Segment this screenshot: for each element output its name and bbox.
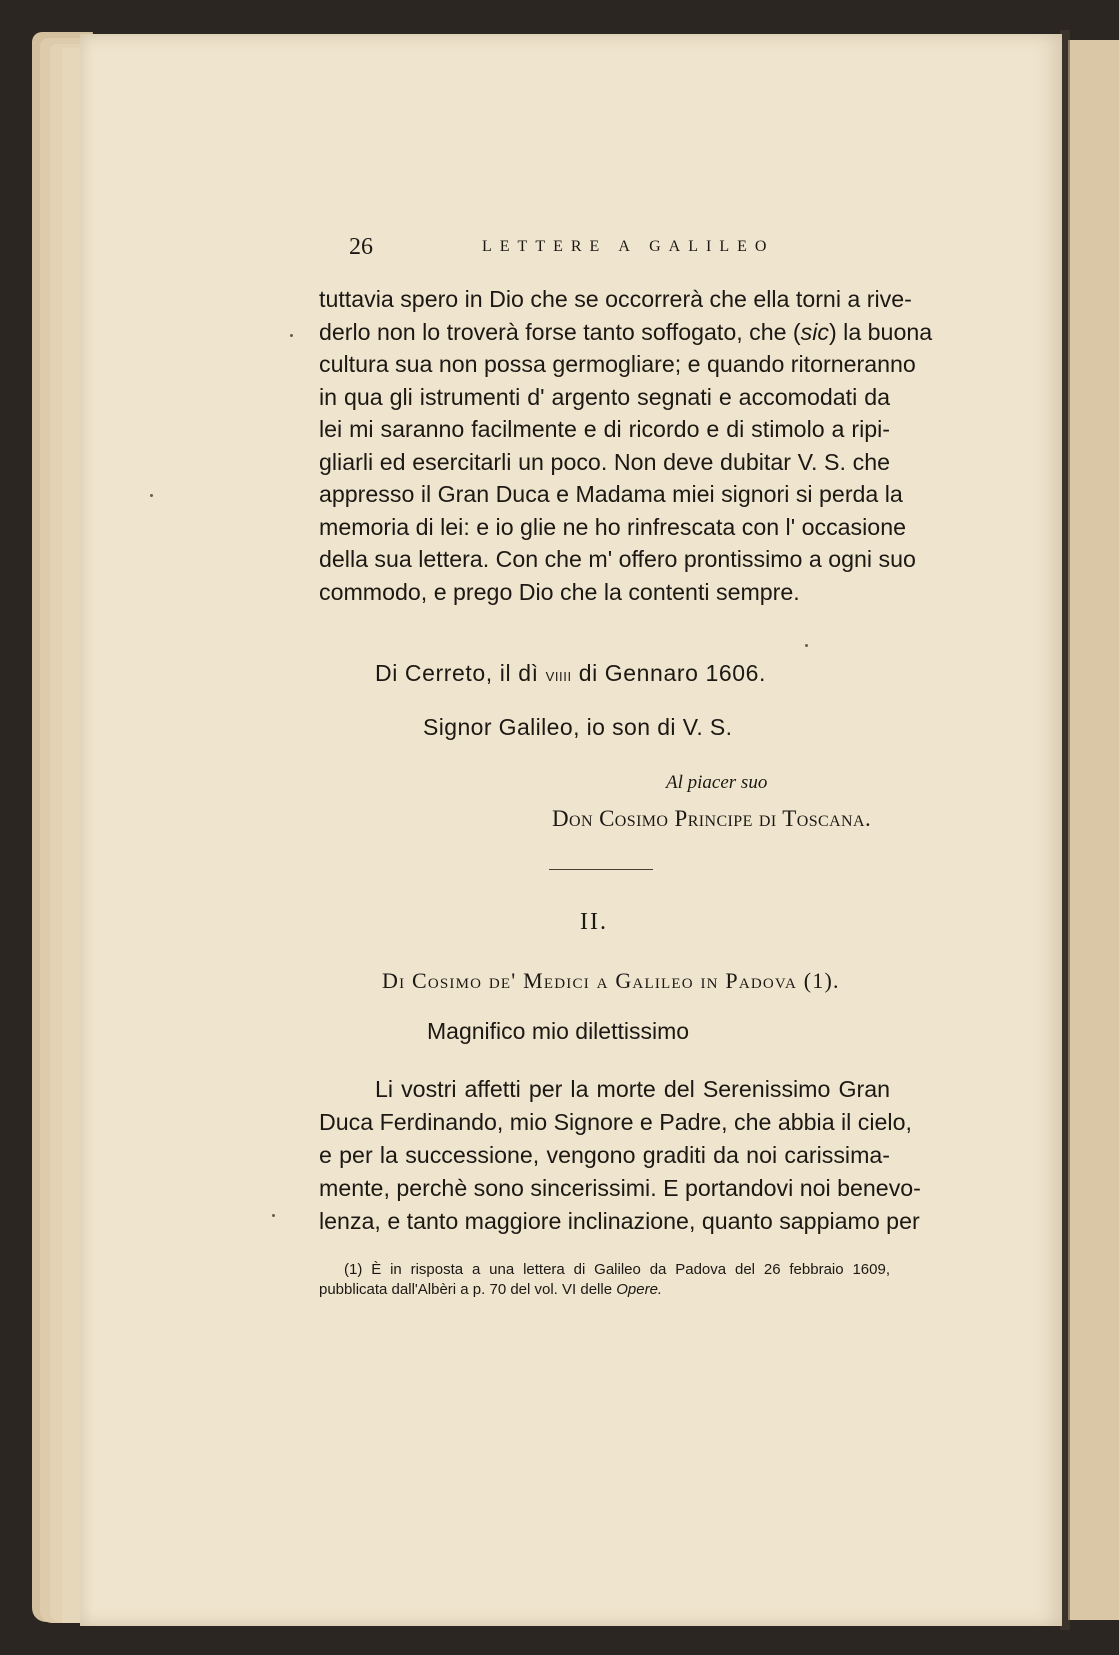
signature-text: Don Cosimo Principe di Toscana. [552, 806, 872, 831]
footnote-line [319, 1280, 890, 1300]
paper-fleck [290, 334, 293, 337]
text-line-content: commodo, e prego Dio che la contenti sempre. [319, 578, 800, 605]
section-heading [382, 968, 840, 994]
text-line: della sua lettera. Con che m' offero prontissimo a ogni suo [319, 546, 916, 572]
signature-formula: Al piacer suo [666, 772, 768, 793]
paper-fleck [150, 494, 153, 497]
text-line: appresso il Gran Duca e Madama miei signori si perda la [319, 481, 903, 507]
running-title: LETTERE A GALILEO [482, 238, 775, 255]
footnote-text: pubblicata dall'Albèri a p. 70 del vol. VI delle [319, 1281, 613, 1298]
footnote-italic: Opere. [616, 1281, 663, 1298]
closing-line: Signor Galileo, io son di V. S. [423, 714, 733, 740]
book-page [80, 34, 1062, 1626]
text-line: in qua gli istrumenti d' argento segnati e accomodati da [319, 383, 890, 410]
text-line: gliarli ed esercitarli un poco. Non deve dubitar V. S. che [319, 448, 890, 475]
footnote-line [319, 1260, 890, 1280]
text-line: memoria di lei: e io glie ne ho rinfrescata con l' occasione [319, 513, 906, 540]
letter-body-2 [319, 1073, 921, 1238]
section-divider [549, 869, 653, 870]
section-heading-text: Di Cosimo de' Medici a Galileo in Padova [382, 968, 798, 993]
text-line: tuttavia spero in Dio che se occorrerà che ella torni a rive- [319, 286, 912, 312]
text-line: Duca Ferdinando, mio Signore e Padre, che abbia il cielo, [319, 1109, 912, 1135]
dateline: Di Cerreto, il dì viiii di Gennaro 1606. [375, 660, 767, 686]
paper-fleck [805, 644, 808, 647]
text-line: e per la successione, vengono graditi da noi carissima- [319, 1142, 890, 1168]
text-line: lenza, e tanto maggiore inclinazione, quanto sappiamo per [319, 1208, 920, 1234]
text-line-last [319, 576, 890, 609]
paper-fleck [272, 1214, 275, 1217]
footnote-ref: (1). [803, 968, 840, 993]
text-line: cultura sua non possa germogliare; e quando ritorneranno [319, 351, 916, 377]
section-number: II. [580, 909, 608, 935]
letter-body [319, 283, 933, 608]
text-line: mente, perchè sono sincerissimi. E portandovi noi benevo- [319, 1175, 921, 1201]
text-line: lei mi saranno facilmente e di ricordo e di stimolo a ripi- [319, 416, 890, 442]
text-line: derlo non lo troverà forse tanto soffogato, che (sic) la buona [319, 318, 933, 345]
page-number: 26 [349, 234, 373, 260]
next-page-edge [1068, 40, 1119, 1620]
page-header [80, 234, 1062, 274]
signature [552, 806, 871, 832]
footnote [319, 1260, 890, 1300]
text-line: Li vostri affetti per la morte del Serenissimo Gran [375, 1076, 890, 1102]
salutation: Magnifico mio dilettissimo [427, 1018, 690, 1044]
footnote-marker: (1) [344, 1261, 363, 1278]
footnote-text: È in risposta a una lettera di Galileo da Padova del 26 febbraio 1609, [371, 1261, 890, 1278]
